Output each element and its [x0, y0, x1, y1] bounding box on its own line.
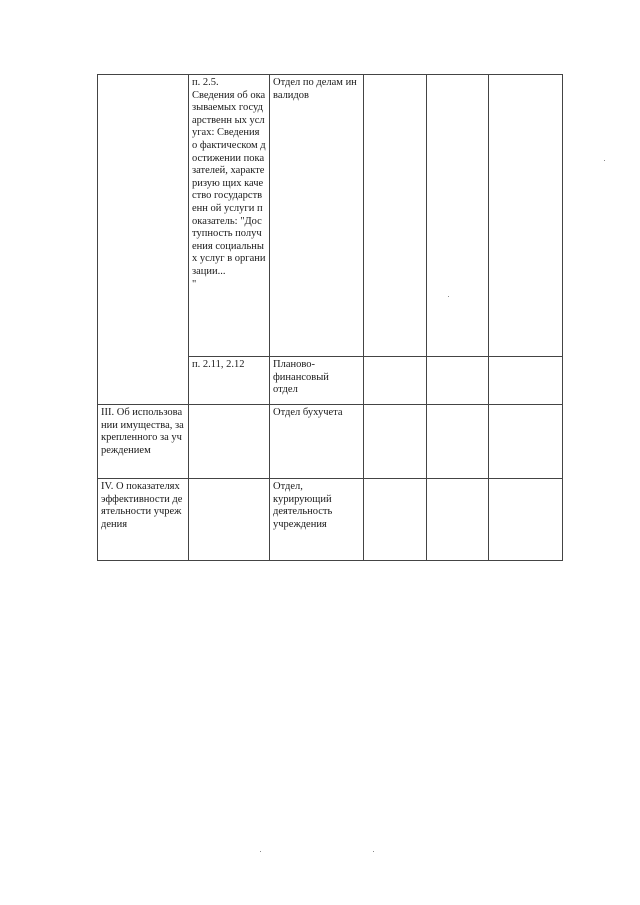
department-cell: Отдел, курирующий деятельность учреждения — [270, 479, 364, 561]
empty-cell — [489, 357, 563, 405]
empty-cell — [489, 479, 563, 561]
section-cell: III. Об использовании имущества, закрепленного за учреждением — [98, 405, 189, 479]
table-row — [98, 75, 563, 357]
scan-speck — [260, 851, 261, 852]
empty-cell — [364, 75, 427, 357]
table-row — [98, 479, 563, 561]
empty-cell — [364, 479, 427, 561]
item-cell: п. 2.11, 2.12 — [189, 357, 270, 405]
item-cell: п. 2.5. Сведения об оказываемых государственн ых услугах: Сведения о фактическом достижении показателей, характеризую щих качество государственн ой услуги показатель: "Доступность получения социальных услуг в организации... " — [189, 75, 270, 357]
empty-cell — [489, 405, 563, 479]
scan-speck — [448, 296, 449, 297]
item-cell — [189, 479, 270, 561]
empty-cell — [489, 75, 563, 357]
empty-cell — [427, 405, 489, 479]
scan-speck — [373, 851, 374, 852]
empty-cell — [427, 75, 489, 357]
item-cell — [189, 405, 270, 479]
section-cell — [98, 75, 189, 405]
empty-cell — [364, 405, 427, 479]
table-row — [98, 405, 563, 479]
empty-cell — [364, 357, 427, 405]
department-cell: Отдел бухучета — [270, 405, 364, 479]
report-table — [97, 74, 563, 561]
department-cell: Планово- финансовый отдел — [270, 357, 364, 405]
department-cell: Отдел по делам инвалидов — [270, 75, 364, 357]
section-cell: IV. О показателях эффективности деятельности учреждения — [98, 479, 189, 561]
scan-speck — [604, 160, 605, 161]
empty-cell — [427, 357, 489, 405]
empty-cell — [427, 479, 489, 561]
